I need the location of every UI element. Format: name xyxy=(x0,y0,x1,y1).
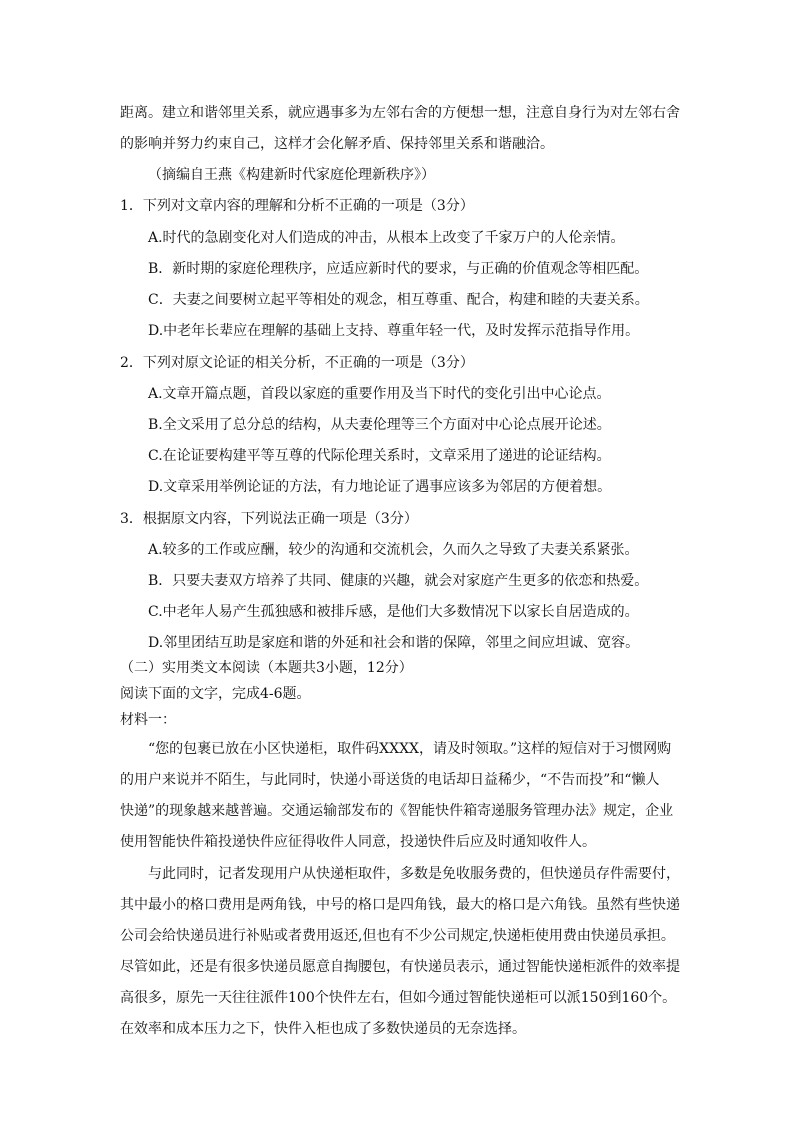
question-2: 2．下列对原文论证的相关分析，不正确的一项是（3分） xyxy=(120,355,474,371)
paragraph-line: 公司会给快递员进行补贴或者费用返还,但也有不少公司规定,快递柜使用费由快递员承担。 xyxy=(120,928,675,944)
option-1b: B．新时期的家庭伦理秩序，应适应新时代的要求，与正确的价值观念等相匹配。 xyxy=(148,261,649,277)
paragraph-line: 使用智能快件箱投递快件应征得收件人同意，投递快件后应及时通知收件人。 xyxy=(120,834,596,850)
option-1c: C．夫妻之间要树立起平等相处的观念，相互尊重、配合，构建和睦的夫妻关系。 xyxy=(148,292,649,308)
section-heading: （二）实用类文本阅读（本题共3小题，12分） xyxy=(120,660,413,676)
option-1d: D.中老年长辈应在理解的基础上支持、尊重年轻一代，及时发挥示范指导作用。 xyxy=(148,323,640,339)
option-3a: A.较多的工作或应酬，较少的沟通和交流机会，久而久之导致了夫妻关系紧张。 xyxy=(148,542,639,558)
paragraph-line: 距离。建立和谐邻里关系，就应遇事多为左邻右舍的方便想一想，注意自身行为对左邻右舍 xyxy=(120,105,680,121)
option-3d: D.邻里团结互助是家庭和谐的外延和社会和谐的保障，邻里之间应坦诚、宽容。 xyxy=(148,635,640,651)
option-3b: B．只要夫妻双方培养了共同、健康的兴趣，就会对家庭产生更多的依恋和热爱。 xyxy=(148,573,649,589)
source-citation: （摘编自王燕《构建新时代家庭伦理新秩序》） xyxy=(148,167,435,183)
question-1: 1．下列对文章内容的理解和分析不正确的一项是（3分） xyxy=(120,198,474,214)
instruction-line: 阅读下面的文字，完成4-6题。 xyxy=(120,686,311,702)
option-1a: A.时代的急剧变化对人们造成的冲击，从根本上改变了千家万户的人伦亲情。 xyxy=(148,230,625,246)
material-label: 材料一： xyxy=(120,712,176,728)
paragraph-line: 与此同时，记者发现用户从快递柜取件，多数是免收服务费的，但快递员存件需要付， xyxy=(148,866,680,882)
option-2a: A.文章开篇点题，首段以家庭的重要作用及当下时代的变化引出中心论点。 xyxy=(148,386,611,402)
paragraph-line: 高很多，原先一天往往派件100个快件左右，但如今通过智能快递柜可以派150到160个。 xyxy=(120,990,677,1006)
paragraph-line: 其中最小的格口费用是两角钱，中号的格口是四角钱，最大的格口是六角钱。虽然有些快递 xyxy=(120,897,680,913)
paragraph-line: “您的包裹已放在小区快递柜，取件码XXXX，请及时领取。”这样的短信对于习惯网购 xyxy=(148,741,672,757)
paragraph-line: 尽管如此，还是有很多快递员愿意自掏腰包，有快递员表示，通过智能快递柜派件的效率提 xyxy=(120,959,680,975)
option-2c: C.在论证要构建平等互尊的代际伦理关系时，文章采用了递进的论证结构。 xyxy=(148,448,611,464)
paragraph-line: 的用户来说并不陌生，与此同时，快递小哥送货的电话却日益稀少，“不告而投”和“懒人 xyxy=(120,772,660,788)
question-3: 3．根据原文内容，下列说法正确一项是（3分） xyxy=(120,511,418,527)
paragraph-line: 快递”的现象越来越普遍。交通运输部发布的《智能快件箱寄递服务管理办法》规定，企业 xyxy=(120,803,674,819)
option-2b: B.全文采用了总分总的结构，从夫妻伦理等三个方面对中心论点展开论述。 xyxy=(148,417,611,433)
option-3c: C.中老年人易产生孤独感和被排斥感，是他们大多数情况下以家长自居造成的。 xyxy=(148,604,639,620)
paragraph-line: 的影响并努力约束自己，这样才会化解矛盾、保持邻里关系和谐融洽。 xyxy=(120,136,554,152)
option-2d: D.文章采用举例论证的方法，有力地论证了遇事应该多为邻居的方便着想。 xyxy=(148,479,612,495)
paragraph-line: 在效率和成本压力之下，快件入柜也成了多数快递员的无奈选择。 xyxy=(120,1021,526,1037)
